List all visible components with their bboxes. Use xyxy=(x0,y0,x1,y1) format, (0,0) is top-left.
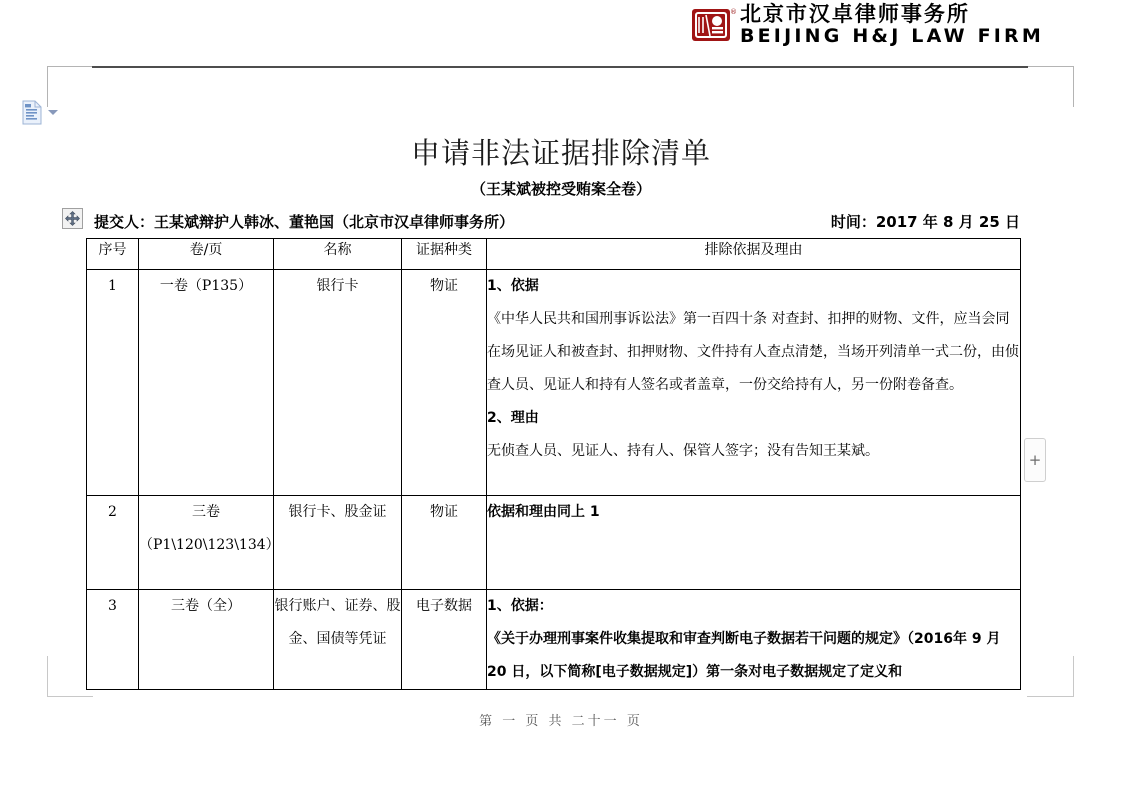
page-subtitle: （王某斌被控受贿案全卷） xyxy=(470,180,651,198)
cell-volume: 三卷（P1\120\123\134） xyxy=(139,496,274,590)
header-rule xyxy=(92,66,1028,68)
cell-name: 银行卡 xyxy=(274,270,402,496)
firm-name-chinese: 北京市汉卓律师事务所 xyxy=(739,2,970,26)
column-header-name: 名称 xyxy=(274,239,402,270)
cell-kind: 物证 xyxy=(402,270,487,496)
firm-name-english: BEIJING H&J LAW FIRM xyxy=(739,25,1044,47)
insert-row-button[interactable]: + xyxy=(1024,438,1046,482)
paste-options-smart-tag[interactable] xyxy=(22,100,58,125)
cell-reason xyxy=(487,496,1021,590)
page-title: 申请非法证据排除清单 xyxy=(410,136,711,170)
reason-line: 无侦查人员、见证人、持有人、保管人签字；没有告知王某斌。 xyxy=(487,443,879,459)
reason-line: 1、依据： xyxy=(487,598,553,614)
table-move-handle[interactable] xyxy=(62,208,83,229)
column-header-reason: 排除依据及理由 xyxy=(487,239,1021,270)
table-header-row xyxy=(87,239,1021,270)
page-footer: 第 一 页 共 二十一 页 xyxy=(479,714,643,729)
reason-line: 1、依据 xyxy=(487,278,539,294)
reason-line: 2、理由 xyxy=(487,410,539,426)
trademark-mark: ® xyxy=(729,8,737,16)
page-header xyxy=(0,0,1122,56)
margin-guide-bottom-right xyxy=(1027,656,1074,697)
cell-no: 1 xyxy=(87,270,139,496)
reason-line: 《关于办理刑事案件收集提取和审查判断电子数据若干问题的规定》（2016年 9 月 20 日，以下简称[电子数据规定]）第一条对电子数据规定了定义和 xyxy=(487,631,1001,680)
margin-guide-top-right xyxy=(1027,66,1074,107)
table-row xyxy=(87,270,1021,496)
cell-kind: 物证 xyxy=(402,496,487,590)
cell-reason xyxy=(487,590,1021,690)
paste-options-icon[interactable] xyxy=(22,100,43,125)
table-body xyxy=(87,270,1021,690)
cell-volume: 三卷（全） xyxy=(139,590,274,690)
move-cross-icon xyxy=(65,211,80,226)
cell-kind: 电子数据 xyxy=(402,590,487,690)
chevron-down-icon[interactable] xyxy=(48,110,58,115)
cell-name: 银行账户、证券、股金、国债等凭证 xyxy=(274,590,402,690)
reason-line: 依据和理由同上 1 xyxy=(487,504,600,520)
column-header-kind: 证据种类 xyxy=(402,239,487,270)
cell-no: 3 xyxy=(87,590,139,690)
reason-line: 《中华人民共和国刑事诉讼法》第一百四十条 对查封、扣押的财物、文件，应当会同在场见证人和被查封、扣押财物、文件持有人查点清楚，当场开列清单一式二份，由侦查人员、见证人和持有人签名或者盖章，一份交给持有人，另一份附卷备查。 xyxy=(487,311,1019,393)
cell-name: 银行卡、股金证 xyxy=(274,496,402,590)
document-meta-row xyxy=(88,209,1020,233)
cell-no: 2 xyxy=(87,496,139,590)
seal-stamp-icon xyxy=(690,6,737,44)
column-header-volume: 卷/页 xyxy=(139,239,274,270)
law-firm-logo xyxy=(690,4,1044,46)
cell-volume: 一卷（P135） xyxy=(139,270,274,496)
table-row xyxy=(87,590,1021,690)
column-header-no: 序号 xyxy=(87,239,139,270)
date-text: 时间：2017 年 8 月 25 日 xyxy=(830,212,1020,231)
evidence-table xyxy=(86,238,1021,690)
table-row xyxy=(87,496,1021,590)
cell-reason xyxy=(487,270,1021,496)
submitter-text: 提交人：王某斌辩护人韩冰、董艳国（北京市汉卓律师事务所） xyxy=(94,212,515,231)
